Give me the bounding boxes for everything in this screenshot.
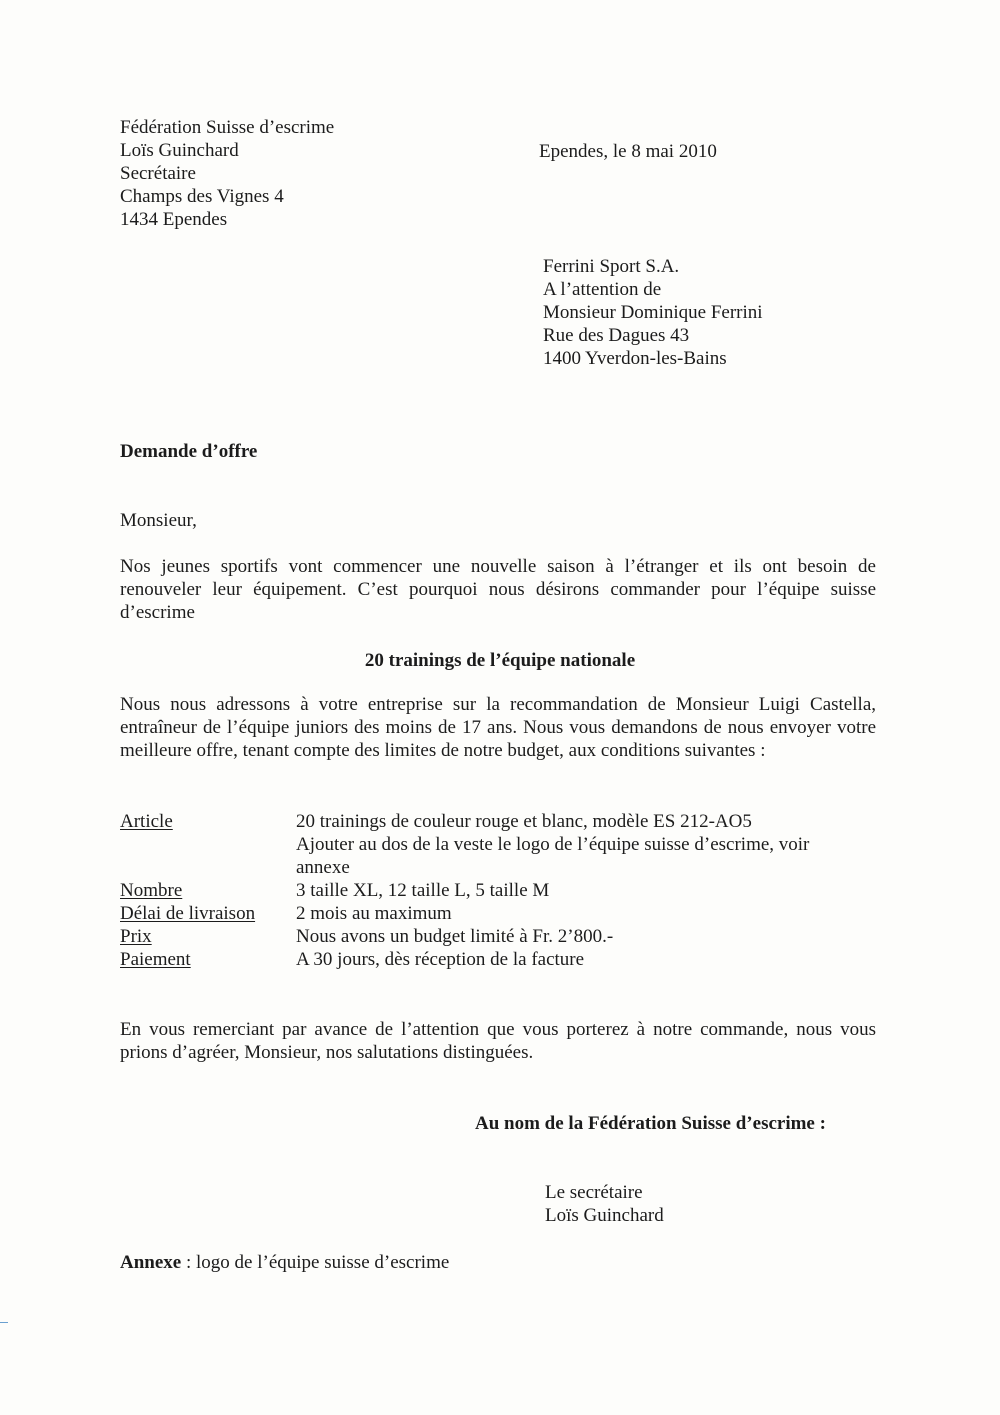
recipient-line: Rue des Dagues 43 [543,325,690,346]
body-paragraph-intro: Nos jeunes sportifs vont commencer une nouvelle saison à l’étranger et ils ont besoin de renouveler leur équipement. C’est pourquoi nous désirons commander pour l’équipe suisse d’escrime [120,556,876,623]
conditions-table [120,810,880,971]
recipient-line: Ferrini Sport S.A. [543,256,680,277]
condition-value [296,879,880,902]
letter-subject: Demande d’offre [120,441,258,462]
annex-label: Annexe [120,1252,182,1273]
sender-line: Fédération Suisse d’escrime [120,117,335,138]
condition-label: Prix [120,926,152,947]
condition-label: Délai de livraison [120,903,256,924]
signature-line: Loïs Guinchard [545,1205,664,1226]
letter-date: Ependes, le 8 mai 2010 [539,141,717,162]
recipient-address [543,255,763,370]
recipient-line: Monsieur Dominique Ferrini [543,302,763,323]
annex-text: logo de l’équipe suisse d’escrime [196,1252,450,1273]
signature-block [545,1181,664,1227]
condition-value-line: Nous avons un budget limité à Fr. 2’800.- [296,926,614,947]
recipient-line: 1400 Yverdon-les-Bains [543,348,727,369]
condition-value-line: annexe [296,857,350,878]
signature-line: Le secrétaire [545,1182,643,1203]
salutation: Monsieur, [120,510,197,531]
sender-line: Champs des Vignes 4 [120,186,284,207]
sender-address [120,116,334,231]
closing-organization: Au nom de la Fédération Suisse d’escrime : [475,1113,826,1134]
scan-artifact [0,1322,8,1323]
condition-label: Article [120,811,173,832]
condition-row-delai [120,902,880,925]
order-title: 20 trainings de l’équipe nationale [364,650,636,671]
body-paragraph-closing: En vous remerciant par avance de l’attention que vous porterez à notre commande, nous vous prions d’agréer, Monsieur, nos salutations distinguées. [120,1019,876,1063]
condition-row-prix [120,925,880,948]
condition-value-line: A 30 jours, dès réception de la facture [296,949,585,970]
sender-line: 1434 Ependes [120,209,228,230]
annex-separator: : [181,1252,197,1273]
sender-line: Secrétaire [120,163,196,184]
body-paragraph-request: Nous nous adressons à votre entreprise sur la recommandation de Monsieur Luigi Castella, entraîneur de l’équipe juniors des moins de 17 ans. Nous vous demandons de nous envoyer votre meilleure offre, tenant compte des limites de notre budget, aux conditions suivantes : [120,694,876,761]
condition-value [296,925,880,948]
condition-row-article [120,810,880,879]
condition-value [296,902,880,925]
condition-value-line: 2 mois au maximum [296,903,452,924]
condition-value-line: 3 taille XL, 12 taille L, 5 taille M [296,880,550,901]
condition-value [296,948,880,971]
condition-row-nombre [120,879,880,902]
condition-value-line: 20 trainings de couleur rouge et blanc, modèle ES 212-AO5 [296,811,752,832]
condition-value-line: Ajouter au dos de la veste le logo de l’équipe suisse d’escrime, voir [296,834,810,855]
sender-line: Loïs Guinchard [120,140,239,161]
recipient-line: A l’attention de [543,279,662,300]
condition-value [296,810,880,879]
condition-row-paiement [120,948,880,971]
condition-label: Paiement [120,949,191,970]
condition-label: Nombre [120,880,183,901]
annex-note [120,1251,449,1274]
